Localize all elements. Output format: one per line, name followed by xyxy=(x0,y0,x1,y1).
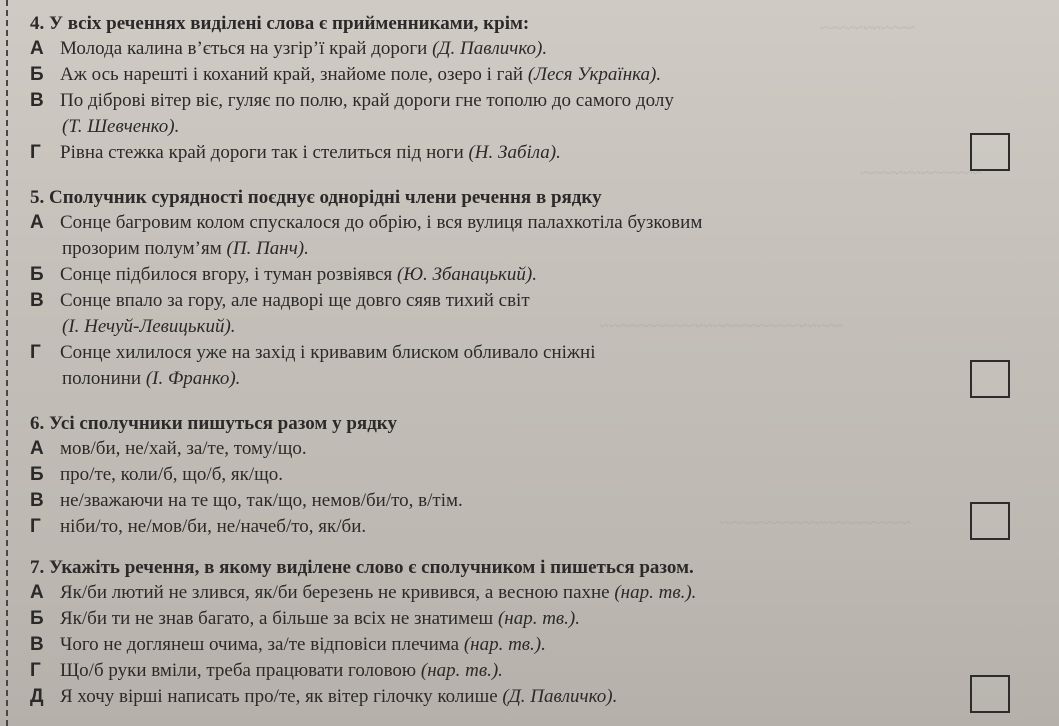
option-author: (Д. Павличко). xyxy=(432,38,548,59)
option-letter: В xyxy=(30,90,44,111)
answer-box-6[interactable] xyxy=(970,502,1010,540)
option-text: Як/би лютий не злився, як/би березень не кривився, а весною пахне xyxy=(60,582,610,603)
option-text: Аж ось нарешті і коханий край, знайоме поле, озеро і гай xyxy=(60,64,524,85)
option-letter: Б xyxy=(30,608,44,629)
option-author: (Н. Забіла). xyxy=(468,142,561,163)
answer-box-7[interactable] xyxy=(970,675,1010,713)
option-author: (П. Панч). xyxy=(226,238,309,259)
option-author: (Ю. Збанацький). xyxy=(397,264,537,285)
option-letter: В xyxy=(30,490,44,511)
option-h xyxy=(30,140,1039,166)
option-letter: А xyxy=(30,438,44,459)
option-text: Сонце впало за гору, але надворі ще довго сяяв тихий світ xyxy=(60,290,530,311)
option-letter: А xyxy=(30,582,44,603)
option-h xyxy=(30,340,1039,392)
cut-line xyxy=(6,0,8,726)
option-a xyxy=(30,210,1039,262)
question-6 xyxy=(30,412,1039,540)
option-letter: Г xyxy=(30,516,41,537)
question-5 xyxy=(30,186,1039,392)
option-b xyxy=(30,462,1039,488)
option-a xyxy=(30,436,1039,462)
option-h xyxy=(30,514,1039,540)
bleed-through: ~~~~~~~~~~~ xyxy=(820,20,916,37)
option-v xyxy=(30,88,1039,140)
option-text: не/зважаючи на те що, так/що, немов/би/то, в/тім. xyxy=(60,490,463,511)
option-letter: А xyxy=(30,38,44,59)
option-text: Чого не доглянеш очима, за/те відповіси плечима xyxy=(60,634,460,655)
option-author: (І. Франко). xyxy=(145,368,241,389)
option-letter: Г xyxy=(30,660,41,681)
option-text: Рівна стежка край дороги так і стелиться під ноги xyxy=(60,142,464,163)
option-letter: Г xyxy=(30,142,41,163)
bleed-through: ~~~~~~~~~~~~~~~~~~~~~~ xyxy=(720,515,911,532)
option-a xyxy=(30,580,1039,606)
option-letter: А xyxy=(30,212,44,233)
option-letter: Б xyxy=(30,464,44,485)
option-text: ніби/то, не/мов/би, не/начеб/то, як/би. xyxy=(60,516,367,537)
option-text: Молода калина в’ється на узгір’ї край дороги xyxy=(60,38,428,59)
option-text: Як/би ти не знав багато, а більше за всіх не знатимеш xyxy=(60,608,494,629)
option-author: (Т. Шевченко). xyxy=(62,116,180,137)
option-author: (нар. тв.). xyxy=(420,660,503,681)
option-letter: В xyxy=(30,290,44,311)
option-a xyxy=(30,36,1039,62)
question-4 xyxy=(30,12,1039,166)
option-b xyxy=(30,606,1039,632)
option-v xyxy=(30,488,1039,514)
option-author: (Леся Українка). xyxy=(527,64,662,85)
option-b xyxy=(30,262,1039,288)
option-d xyxy=(30,684,1039,710)
option-text: По діброві вітер віє, гуляє по полю, край дороги гне тополю до самого долу xyxy=(60,90,674,111)
answer-box-5[interactable] xyxy=(970,360,1010,398)
option-text: Сонце хилилося уже на захід і кривавим блиском обливало сніжні xyxy=(60,342,596,363)
option-text: мов/би, не/хай, за/те, тому/що. xyxy=(60,438,307,459)
option-author: (Д. Павличко). xyxy=(502,686,618,707)
question-7 xyxy=(30,556,1039,710)
option-text-continued: прозорим полум’ям xyxy=(62,238,222,259)
option-b xyxy=(30,62,1039,88)
answer-box-4[interactable] xyxy=(970,133,1010,171)
option-author: (І. Нечуй-Левицький). xyxy=(62,316,236,337)
option-v xyxy=(30,632,1039,658)
option-letter: В xyxy=(30,634,44,655)
option-text: про/те, коли/б, що/б, як/що. xyxy=(60,464,283,485)
option-author: (нар. тв.). xyxy=(463,634,546,655)
option-letter: Д xyxy=(30,686,44,707)
question-title: 5. Сполучник сурядності поєднує однорідні члени речення в рядку xyxy=(30,187,602,208)
option-text-continued: полонини xyxy=(62,368,142,389)
option-author: (нар. тв.). xyxy=(614,582,697,603)
option-author: (нар. тв.). xyxy=(497,608,580,629)
option-text: Сонце підбилося вгору, і туман розвіявся xyxy=(60,264,393,285)
bleed-through: ~~~~~~~~~~~~~~~~~~~~~~~~~~~~ xyxy=(600,318,843,335)
option-letter: Г xyxy=(30,342,41,363)
option-text: Сонце багровим колом спускалося до обрію, і вся вулиця палахкотіла бузковим xyxy=(60,212,703,233)
option-letter: Б xyxy=(30,64,44,85)
option-h xyxy=(30,658,1039,684)
question-title: 6. Усі сполучники пишуться разом у рядку xyxy=(30,413,397,434)
option-letter: Б xyxy=(30,264,44,285)
option-v xyxy=(30,288,1039,340)
bleed-through: ~~~~~~~~~~~~~~ xyxy=(860,165,982,182)
question-title: 7. Укажіть речення, в якому виділене слово є сполучником і пишеться разом. xyxy=(30,557,694,578)
option-text: Я хочу вірші написать про/те, як вітер гілочку колише xyxy=(60,686,498,707)
question-title: 4. У всіх реченнях виділені слова є прийменниками, крім: xyxy=(30,13,530,34)
option-text: Що/б руки вміли, треба працювати головою xyxy=(60,660,417,681)
